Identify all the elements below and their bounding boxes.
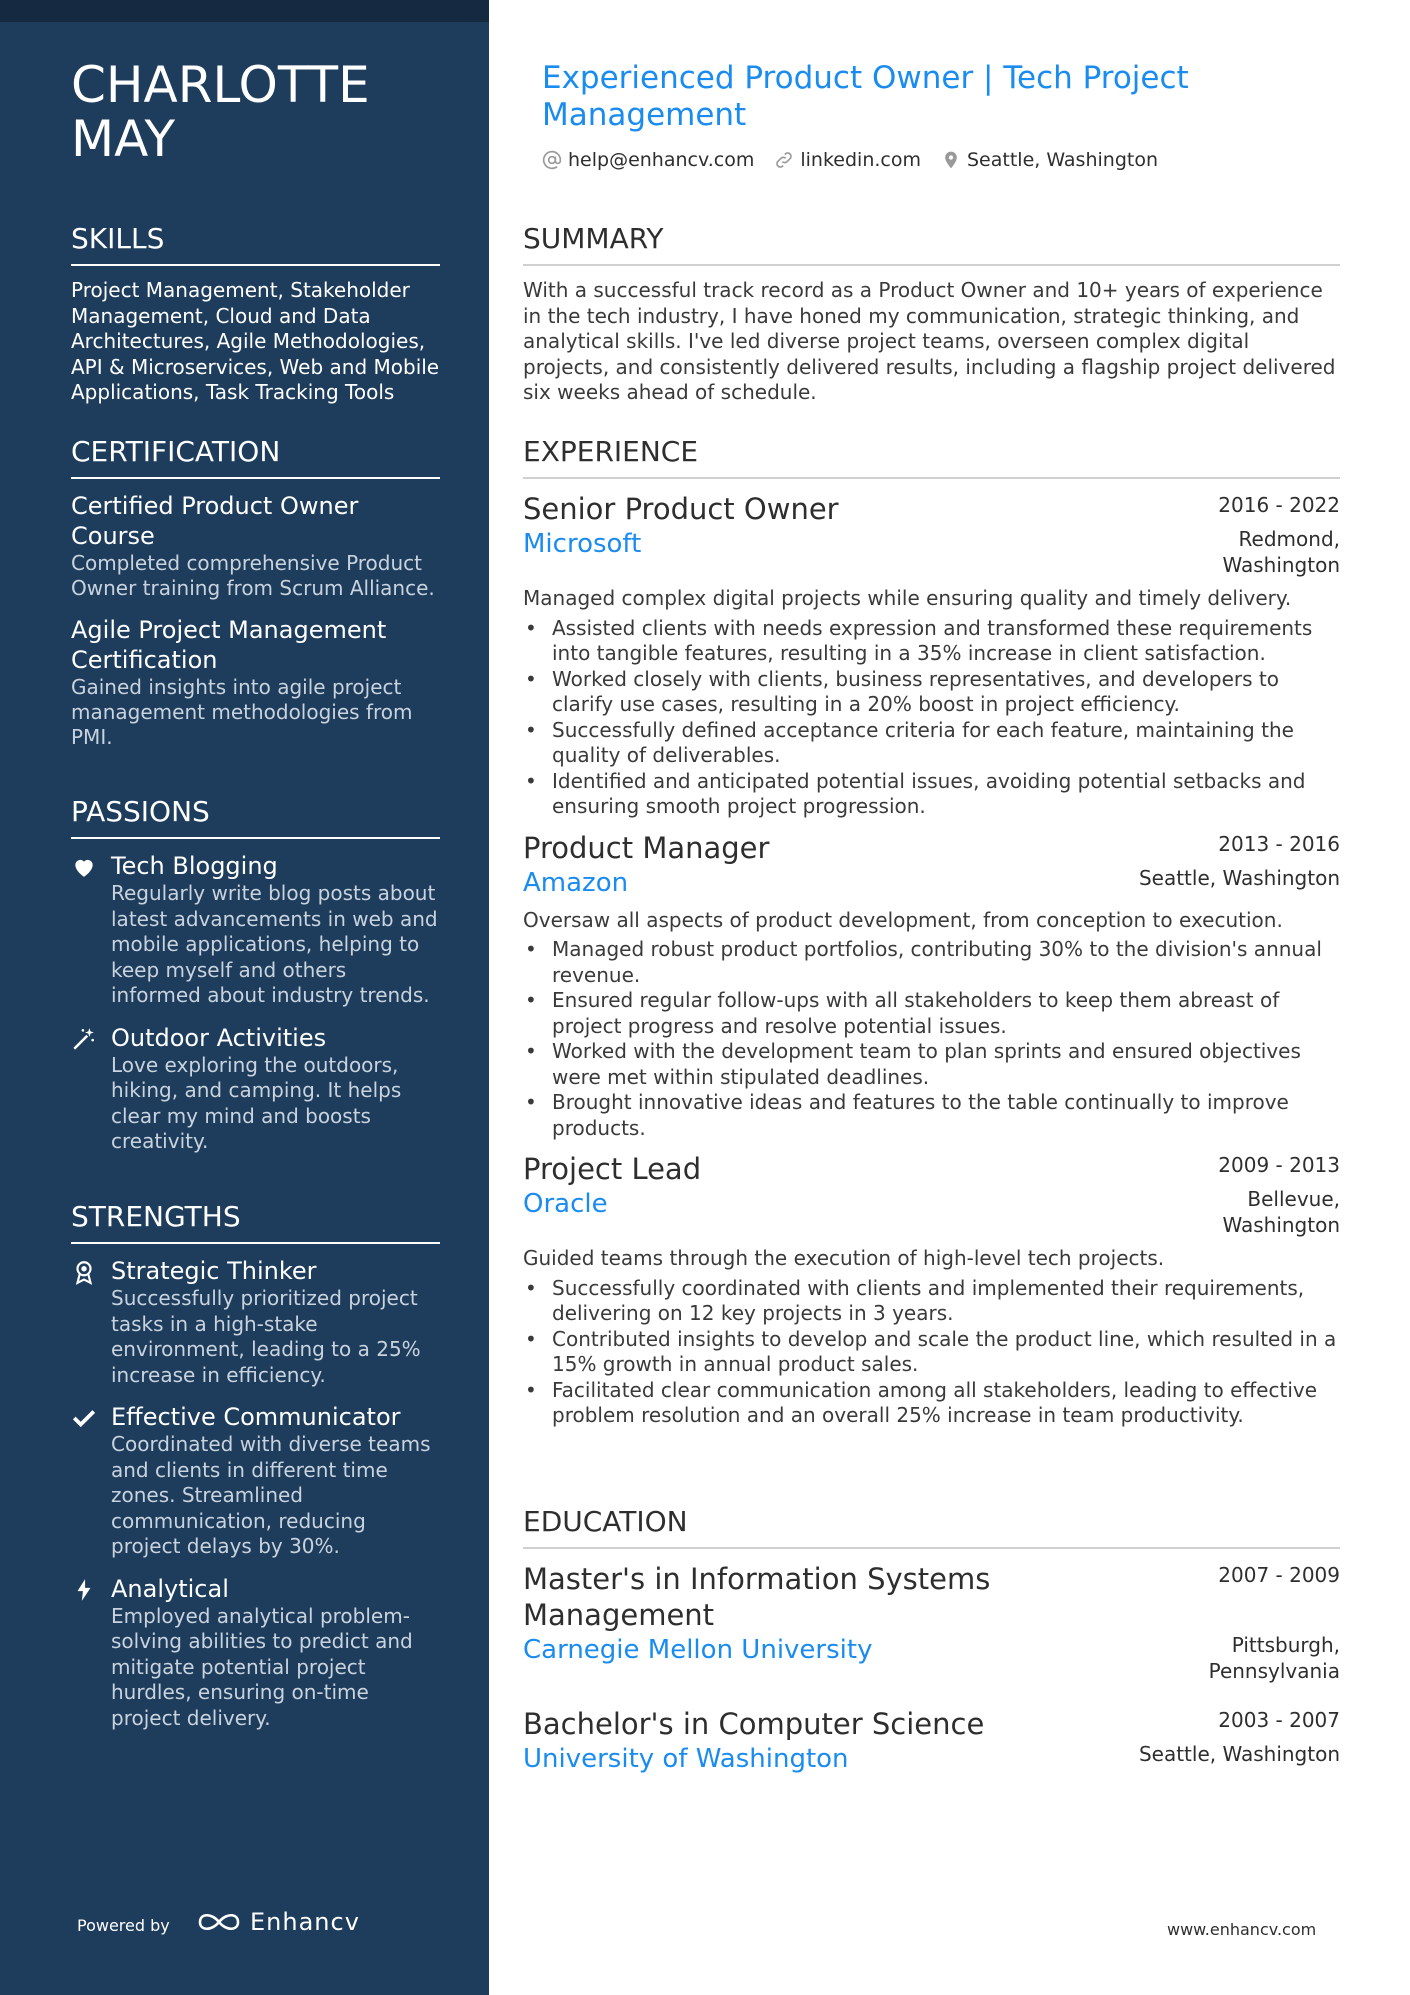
- link-icon: [774, 150, 794, 170]
- job-dates: 2016 - 2022: [1218, 493, 1340, 517]
- education-section: [523, 1505, 1340, 1786]
- strength-title: Analytical: [111, 1574, 229, 1603]
- skills-text: Project Management, Stakeholder Management, Cloud and Data Architectures, Agile Methodologies, API & Microservices, Web and Mobile Applications, Task Tracking Tools: [71, 278, 440, 404]
- job-dates: 2013 - 2016: [1218, 831, 1340, 856]
- strengths-section: [71, 1200, 440, 1745]
- magic-wand-icon: [71, 1026, 97, 1052]
- education-entry: [523, 1706, 1340, 1776]
- contact-email-text: help@enhancv.com: [568, 149, 755, 171]
- job-entry: [523, 1151, 1340, 1429]
- passion-desc: Regularly write blog posts about latest advancements in web and mobile applications, helping to keep myself and others informed about industry trends.: [111, 881, 438, 1007]
- certification-item: [71, 615, 440, 750]
- job-company: Amazon: [523, 867, 629, 898]
- heart-icon: [71, 854, 97, 880]
- headline: Experienced Product Owner | Tech Project Management: [542, 60, 1189, 133]
- job-entry: [523, 491, 1340, 820]
- contact-email[interactable]: [542, 149, 754, 171]
- job-location: Redmond, Washington: [1222, 527, 1340, 577]
- job-bullet: • Contributed insights to develop and scale the product line, which resulted in a 15% growth in annual product sales.: [523, 1327, 1340, 1378]
- passion-title: Outdoor Activities: [111, 1023, 327, 1052]
- passion-title: Tech Blogging: [111, 852, 278, 880]
- contact-bar: [542, 149, 1178, 171]
- job-bullets: [523, 937, 1340, 1141]
- education-location: Seattle, Washington: [1138, 1742, 1340, 1766]
- passion-item: [71, 851, 440, 1009]
- job-bullets: [523, 616, 1340, 820]
- enhancv-logo-icon: [196, 1909, 242, 1935]
- education-location: Pittsburgh, Pennsylvania: [1208, 1633, 1340, 1683]
- footer-url[interactable]: www.enhancv.com: [1167, 1920, 1317, 1939]
- job-bullet: • Successfully coordinated with clients and implemented their requirements, delivering on 12 key projects in 3 years.: [523, 1276, 1340, 1327]
- strength-desc: Coordinated with diverse teams and clients in different time zones. Streamlined communication, reducing project delays by 30%.: [111, 1432, 431, 1558]
- brand-name: Enhancv: [250, 1908, 360, 1936]
- education-degree: Bachelor's in Computer Science: [523, 1707, 985, 1741]
- passions-heading: PASSIONS: [71, 795, 440, 839]
- job-location: Bellevue, Washington: [1222, 1187, 1340, 1237]
- powered-by-label: Powered by: [77, 1916, 170, 1935]
- location-pin-icon: [941, 150, 961, 170]
- summary-section: [523, 222, 1340, 406]
- certification-heading: CERTIFICATION: [71, 435, 440, 479]
- job-summary: Managed complex digital projects while ensuring quality and timely delivery.: [523, 586, 1292, 610]
- passion-desc: Love exploring the outdoors, hiking, and camping. It helps clear my mind and boosts creativity.: [111, 1052, 402, 1153]
- job-dates: 2009 - 2013: [1218, 1153, 1340, 1177]
- award-ribbon-icon: [71, 1259, 97, 1285]
- job-company: Microsoft: [523, 529, 642, 559]
- job-location: Seattle, Washington: [1138, 865, 1340, 890]
- certification-title: Certified Product Owner Course: [71, 492, 359, 550]
- checkmark-icon: [71, 1405, 97, 1431]
- contact-location-text: Seattle, Washington: [967, 149, 1158, 171]
- strength-item: [71, 1256, 440, 1388]
- job-bullet: • Managed robust product portfolios, contributing 30% to the division's annual revenue.: [523, 937, 1340, 988]
- passions-section: [71, 795, 440, 1169]
- job-bullet: • Identified and anticipated potential issues, avoiding potential setbacks and ensuring smooth project progression.: [523, 769, 1340, 820]
- summary-text: With a successful track record as a Product Owner and 10+ years of experience in the tech industry, I have honed my communication, strategic thinking, and analytical skills. I've led diverse project teams, overseen complex digital projects, and consistently delivered results, including a flagship project delivered six weeks ahead of schedule.: [523, 278, 1336, 404]
- enhancv-logo[interactable]: [196, 1908, 360, 1936]
- skills-heading: SKILLS: [71, 222, 440, 266]
- strength-item: [71, 1402, 440, 1560]
- education-dates: 2007 - 2009: [1218, 1563, 1340, 1587]
- summary-heading: SUMMARY: [523, 222, 1340, 266]
- candidate-name: CHARLOTTE MAY: [71, 56, 370, 168]
- education-degree: Master's in Information Systems Management: [523, 1562, 991, 1632]
- education-dates: 2003 - 2007: [1218, 1708, 1340, 1732]
- education-entry: [523, 1561, 1340, 1684]
- strength-title: Strategic Thinker: [111, 1257, 317, 1285]
- job-bullet: • Worked closely with clients, business representatives, and developers to clarify use cases, resulting in a 20% boost in project efficiency.: [523, 667, 1340, 718]
- job-bullet: • Brought innovative ideas and features to the table continually to improve products.: [523, 1090, 1340, 1141]
- strength-desc: Employed analytical problem-solving abilities to predict and mitigate potential project hurdles, ensuring on-time project delivery.: [111, 1603, 413, 1730]
- certification-item: [71, 491, 440, 601]
- certification-title: Agile Project Management Certification: [71, 616, 387, 674]
- certification-section: [71, 435, 440, 764]
- strengths-heading: STRENGTHS: [71, 1200, 440, 1244]
- certification-desc: Gained insights into agile project management methodologies from PMI.: [71, 675, 413, 749]
- strength-title: Effective Communicator: [111, 1403, 401, 1431]
- job-company: Oracle: [523, 1189, 608, 1219]
- experience-section: [523, 435, 1340, 1439]
- job-bullet: • Worked with the development team to plan sprints and ensured objectives were met within stipulated deadlines.: [523, 1039, 1340, 1090]
- contact-location: [941, 149, 1158, 171]
- lightning-bolt-icon: [71, 1577, 97, 1603]
- job-summary: Guided teams through the execution of high-level tech projects.: [523, 1246, 1165, 1270]
- education-school: University of Washington: [523, 1744, 849, 1774]
- job-bullet: • Successfully defined acceptance criteria for each feature, maintaining the quality of deliverables.: [523, 718, 1340, 769]
- experience-heading: EXPERIENCE: [523, 435, 1340, 479]
- job-title: Product Manager: [523, 830, 770, 865]
- certification-desc: Completed comprehensive Product Owner training from Scrum Alliance.: [71, 551, 435, 600]
- at-icon: [542, 150, 562, 170]
- job-title: Project Lead: [523, 1152, 702, 1186]
- contact-linkedin-text: linkedin.com: [800, 149, 921, 171]
- job-entry: [523, 830, 1340, 1142]
- strength-item: [71, 1574, 440, 1732]
- passion-item: [71, 1023, 440, 1155]
- job-title: Senior Product Owner: [523, 492, 839, 526]
- contact-linkedin[interactable]: [774, 149, 921, 171]
- strength-desc: Successfully prioritized project tasks in a high-stake environment, leading to a 25% increase in efficiency.: [111, 1286, 421, 1387]
- job-bullet: • Ensured regular follow-ups with all stakeholders to keep them abreast of project progress and resolve potential issues.: [523, 988, 1340, 1039]
- job-bullet: • Facilitated clear communication among all stakeholders, leading to effective problem resolution and an overall 25% increase in team productivity.: [523, 1378, 1340, 1429]
- sidebar-top-bar: [0, 0, 489, 22]
- skills-section: [71, 222, 440, 406]
- education-heading: EDUCATION: [523, 1505, 1340, 1549]
- job-bullets: [523, 1276, 1340, 1429]
- job-bullet: • Assisted clients with needs expression and transformed these requirements into tangible features, resulting in a 35% increase in client satisfaction.: [523, 616, 1340, 667]
- education-school: Carnegie Mellon University: [523, 1635, 873, 1665]
- sidebar: [0, 0, 489, 1995]
- job-summary: Oversaw all aspects of product development, from conception to execution.: [523, 907, 1283, 932]
